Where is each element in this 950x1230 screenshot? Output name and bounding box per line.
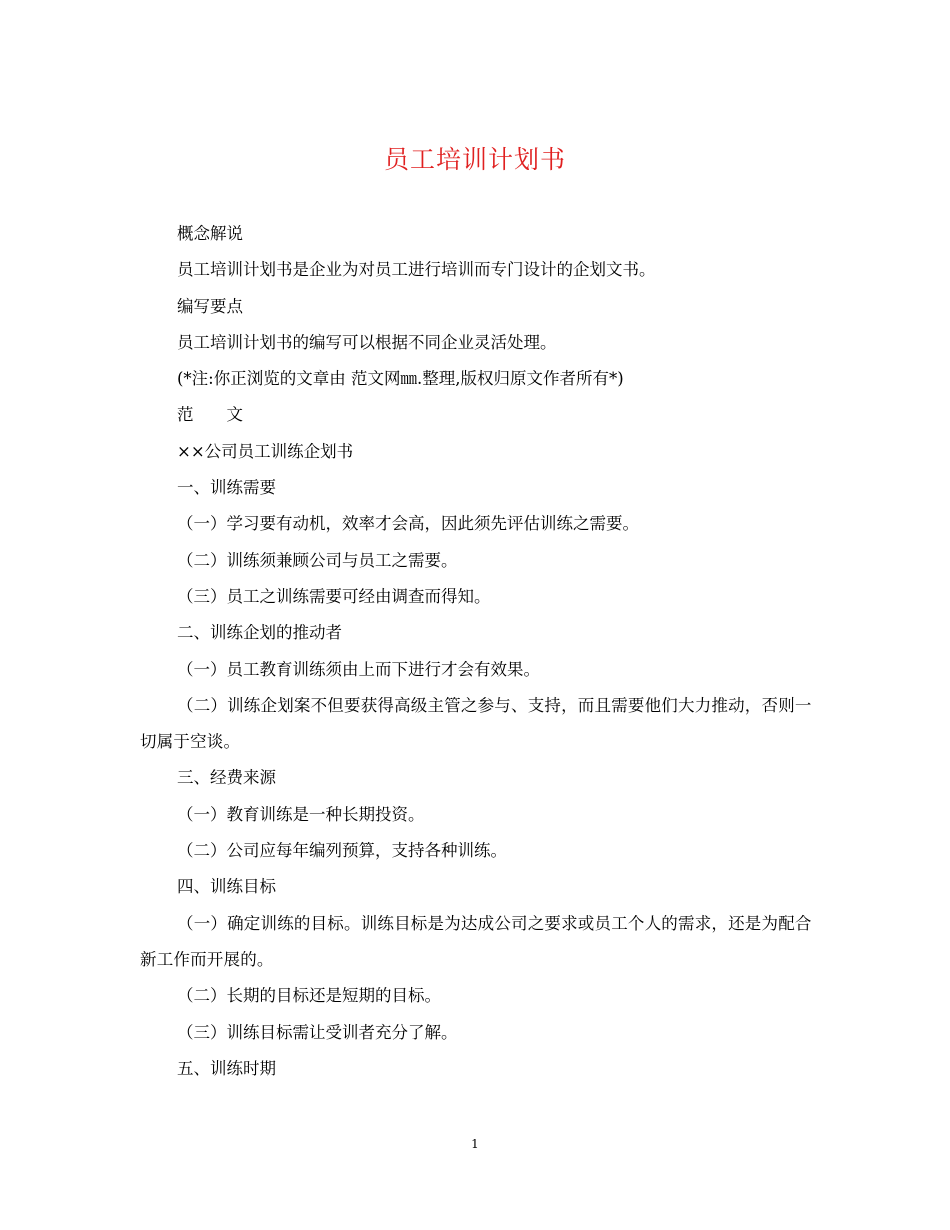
page-number: 1: [471, 1137, 479, 1151]
section-heading: 二、训练企划的推动者: [177, 623, 342, 643]
section-heading: 一、训练需要: [177, 478, 276, 498]
section-heading: 概念解说: [177, 224, 243, 243]
list-item: （一）学习要有动机，效率才会高，因此须先评估训练之需要。: [177, 514, 639, 534]
section-heading: 三、经费来源: [177, 768, 276, 788]
section-heading: 五、训练时期: [177, 1058, 276, 1078]
document-title: 员工培训计划书: [383, 145, 566, 174]
list-item: （三）训练目标需让受训者充分了解。: [177, 1022, 458, 1042]
list-item: （一）员工教育训练须由上而下进行才会有效果。: [177, 659, 540, 679]
paragraph: 员工培训计划书是企业为对员工进行培训而专门设计的企划文书。: [177, 260, 656, 280]
list-item: （一）教育训练是一种长期投资。: [177, 804, 425, 824]
list-item: （二）长期的目标还是短期的目标。: [177, 986, 441, 1006]
section-heading: 四、训练目标: [177, 877, 276, 897]
document-body: [140, 216, 820, 1087]
paragraph: 员工培训计划书的编写可以根据不同企业灵活处理。: [177, 332, 557, 352]
list-item: （二）公司应每年编列预算，支持各种训练。: [177, 841, 507, 861]
list-item: （三）员工之训练需要可经由调查而得知。: [177, 586, 491, 606]
list-item: （二）训练须兼顾公司与员工之需要。: [177, 550, 458, 570]
list-item: （一）确定训练的目标。训练目标是为达成公司之要求或员工个人的需求，还是为配合新工作而开展的。: [140, 913, 812, 969]
section-heading: 范 文: [177, 405, 243, 425]
section-heading: 编写要点: [177, 296, 243, 316]
sample-title: ××公司员工训练企划书: [177, 441, 354, 461]
list-item: （二）训练企划案不但要获得高级主管之参与、支持，而且需要他们大力推动，否则一切属于空谈。: [140, 695, 812, 752]
source-note: (*注:你正浏览的文章由 范文网㎜.整理,版权归原文作者所有*): [177, 369, 624, 389]
